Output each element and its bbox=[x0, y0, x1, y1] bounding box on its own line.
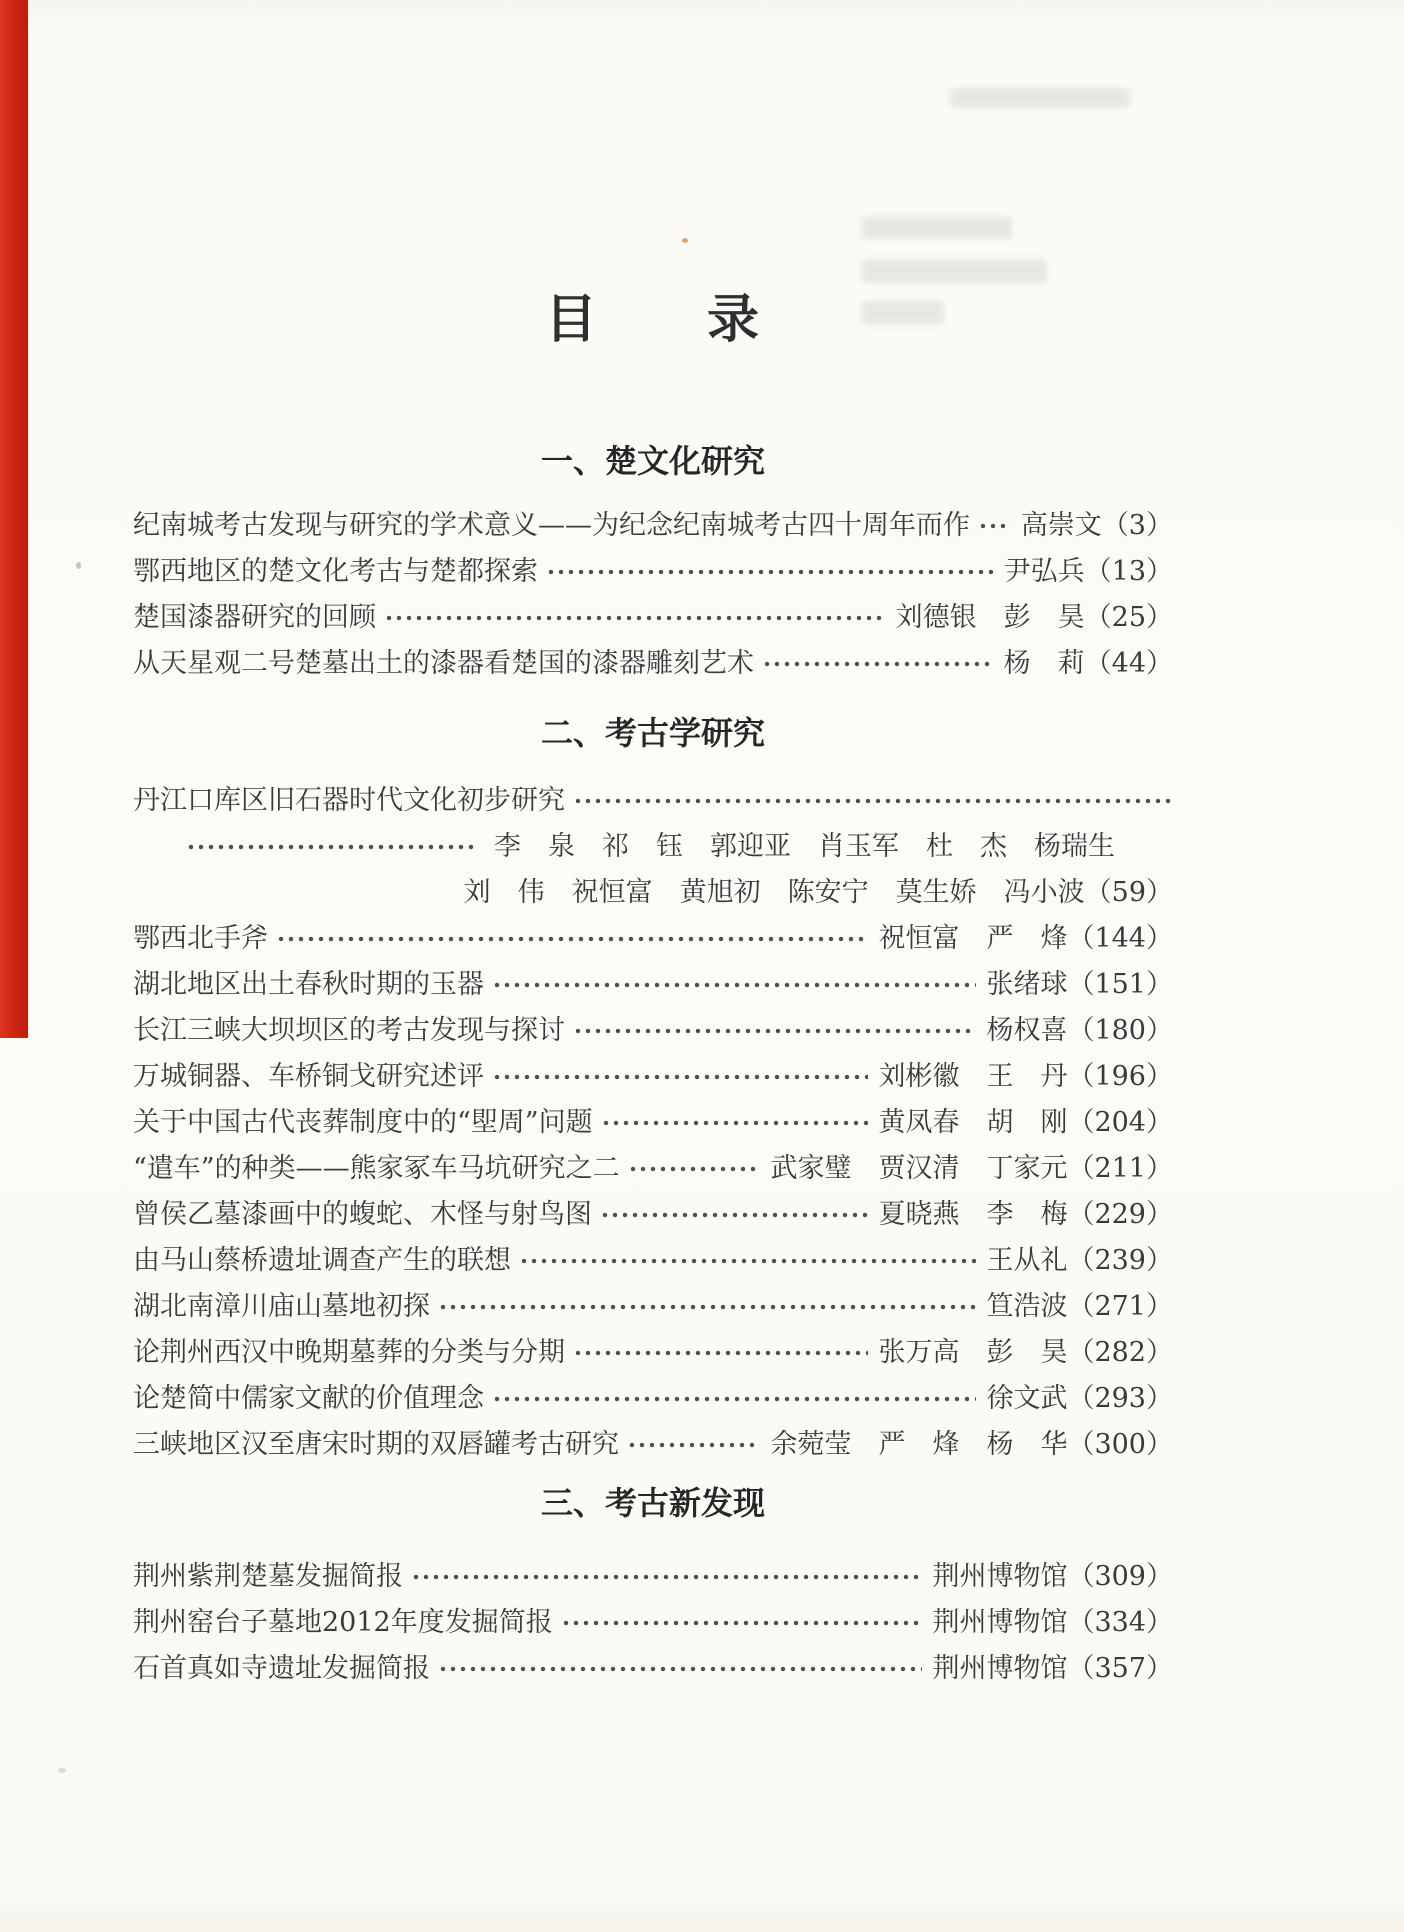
dot-leader bbox=[561, 1600, 923, 1646]
entry-authors: 余菀莹 严 烽 杨 华 bbox=[770, 1429, 1068, 1460]
toc-entry bbox=[133, 1600, 1173, 1646]
toc-entry bbox=[133, 595, 1173, 641]
toc-entry bbox=[133, 778, 1173, 824]
dot-leader bbox=[438, 1646, 922, 1692]
toc-entry bbox=[133, 1100, 1173, 1146]
entry-title: 论荆州西汉中晚期墓葬的分类与分期 bbox=[133, 1337, 565, 1368]
dot-leader bbox=[546, 549, 994, 595]
entry-title: 鄂西北手斧 bbox=[133, 923, 268, 954]
entry-page-number: （300） bbox=[1067, 1429, 1173, 1460]
entry-title: 纪南城考古发现与研究的学术意义——为纪念纪南城考古四十周年而作 bbox=[133, 510, 970, 541]
dot-leader bbox=[519, 1238, 976, 1284]
entry-page-number: （282） bbox=[1067, 1337, 1173, 1368]
toc-entry bbox=[133, 1646, 1173, 1692]
dot-leader bbox=[573, 1008, 976, 1054]
entry-page-number: （357） bbox=[1067, 1653, 1173, 1684]
entry-authors: 荆州博物馆 bbox=[932, 1653, 1068, 1684]
entry-page-number: （44） bbox=[1084, 648, 1173, 679]
dot-leader bbox=[492, 962, 976, 1008]
entry-page-number: （271） bbox=[1067, 1291, 1173, 1322]
section-heading-3: 三、考古新发现 bbox=[540, 1484, 765, 1522]
dot-leader bbox=[601, 1100, 869, 1146]
entry-authors: 尹弘兵 bbox=[1003, 556, 1085, 587]
entry-title: 万城铜器、车桥铜戈研究述评 bbox=[133, 1061, 484, 1092]
toc-entry bbox=[133, 1238, 1173, 1284]
entry-title: 荆州窑台子墓地2012年度发掘简报 bbox=[133, 1607, 553, 1638]
entry-authors: 刘 伟 祝恒富 黄旭初 陈安宁 莫生娇 冯小波（59） bbox=[463, 877, 1173, 908]
entry-page-number: （293） bbox=[1067, 1383, 1173, 1414]
dot-leader bbox=[186, 824, 478, 870]
dot-leader bbox=[627, 1422, 760, 1468]
entry-page-number: （25） bbox=[1084, 602, 1173, 633]
dot-leader bbox=[573, 778, 1173, 824]
dot-leader bbox=[438, 1284, 976, 1330]
toc-entry bbox=[133, 1192, 1173, 1238]
entry-title: 湖北南漳川庙山墓地初探 bbox=[133, 1291, 430, 1322]
entry-title: 由马山蔡桥遗址调查产生的联想 bbox=[133, 1245, 511, 1276]
entry-page-number: （151） bbox=[1067, 969, 1173, 1000]
scan-speck bbox=[58, 1768, 66, 1773]
entry-authors: 高崇文 bbox=[1020, 510, 1102, 541]
toc-section-2 bbox=[133, 778, 1173, 1468]
entry-authors: 李 泉 祁 钰 郭迎亚 肖玉军 杜 杰 杨瑞生 bbox=[494, 831, 1115, 862]
entry-authors: 杨 莉 bbox=[1003, 648, 1085, 679]
entry-title: 关于中国古代丧葬制度中的“堲周”问题 bbox=[133, 1107, 593, 1138]
toc-entry bbox=[133, 1376, 1173, 1422]
toc-entry bbox=[133, 1146, 1173, 1192]
toc-section-1 bbox=[133, 503, 1173, 687]
entry-page-number: （334） bbox=[1067, 1607, 1173, 1638]
toc-entry bbox=[133, 1284, 1173, 1330]
dot-leader bbox=[628, 1146, 761, 1192]
entry-authors: 徐文武 bbox=[986, 1383, 1068, 1414]
entry-authors: 王从礼 bbox=[986, 1245, 1068, 1276]
entry-page-number: （229） bbox=[1067, 1199, 1173, 1230]
section-heading-2: 二、考古学研究 bbox=[540, 714, 765, 752]
entry-authors: 笪浩波 bbox=[986, 1291, 1068, 1322]
entry-title: 论楚简中儒家文献的价值理念 bbox=[133, 1383, 484, 1414]
entry-page-number: （13） bbox=[1084, 556, 1173, 587]
entry-page-number: （204） bbox=[1067, 1107, 1173, 1138]
toc-content bbox=[133, 0, 1173, 1692]
entry-title: “遣车”的种类——熊家冢车马坑研究之二 bbox=[133, 1153, 620, 1184]
toc-entry bbox=[133, 962, 1173, 1008]
entry-authors: 黄凤春 胡 刚 bbox=[878, 1107, 1068, 1138]
toc-entry bbox=[133, 1554, 1173, 1600]
section-heading-1: 一、楚文化研究 bbox=[540, 442, 765, 480]
toc-entry bbox=[133, 1422, 1173, 1468]
scan-red-edge-stripe bbox=[0, 0, 28, 1038]
entry-title: 荆州紫荆楚墓发掘简报 bbox=[133, 1561, 403, 1592]
entry-page-number: （211） bbox=[1067, 1153, 1173, 1184]
page-title: 目 录 bbox=[544, 289, 761, 350]
dot-leader bbox=[978, 503, 1011, 549]
entry-title: 楚国漆器研究的回顾 bbox=[133, 602, 376, 633]
toc-section-3 bbox=[133, 1554, 1173, 1692]
entry-title: 丹江口库区旧石器时代文化初步研究 bbox=[133, 785, 565, 816]
entry-authors: 荆州博物馆 bbox=[932, 1607, 1068, 1638]
entry-authors: 祝恒富 严 烽 bbox=[878, 923, 1068, 954]
entry-page-number: （180） bbox=[1067, 1015, 1173, 1046]
dot-leader bbox=[492, 1054, 868, 1100]
entry-authors: 张万高 彭 昊 bbox=[878, 1337, 1068, 1368]
entry-title: 湖北地区出土春秋时期的玉器 bbox=[133, 969, 484, 1000]
toc-entry bbox=[133, 1054, 1173, 1100]
toc-entry bbox=[133, 916, 1173, 962]
dot-leader bbox=[492, 1376, 976, 1422]
entry-page-number: （144） bbox=[1067, 923, 1173, 954]
entry-authors: 夏晓燕 李 梅 bbox=[878, 1199, 1068, 1230]
entry-title: 曾侯乙墓漆画中的蝮蛇、木怪与射鸟图 bbox=[133, 1199, 592, 1230]
entry-authors: 刘德银 彭 昊 bbox=[895, 602, 1085, 633]
entry-title: 三峡地区汉至唐宋时期的双唇罐考古研究 bbox=[133, 1429, 619, 1460]
entry-page-number: （239） bbox=[1067, 1245, 1173, 1276]
entry-authors: 杨权喜 bbox=[986, 1015, 1068, 1046]
entry-authors: 张绪球 bbox=[986, 969, 1068, 1000]
dot-leader bbox=[384, 595, 886, 641]
toc-entry bbox=[133, 549, 1173, 595]
entry-title: 从天星观二号楚墓出土的漆器看楚国的漆器雕刻艺术 bbox=[133, 648, 754, 679]
entry-authors: 荆州博物馆 bbox=[932, 1561, 1068, 1592]
entry-page-number: （3） bbox=[1101, 510, 1173, 541]
toc-entry-authors-continuation bbox=[133, 870, 1173, 916]
entry-authors: 武家璧 贾汉清 丁家元 bbox=[770, 1153, 1068, 1184]
toc-entry-authors-continuation bbox=[133, 824, 1173, 870]
toc-entry bbox=[133, 503, 1173, 549]
dot-leader bbox=[411, 1554, 922, 1600]
entry-page-number: （196） bbox=[1067, 1061, 1173, 1092]
entry-title: 长江三峡大坝坝区的考古发现与探讨 bbox=[133, 1015, 565, 1046]
dot-leader bbox=[600, 1192, 868, 1238]
scan-speck bbox=[76, 562, 81, 569]
toc-entry bbox=[133, 641, 1173, 687]
dot-leader bbox=[276, 916, 868, 962]
entry-title: 鄂西地区的楚文化考古与楚都探索 bbox=[133, 556, 538, 587]
toc-entry bbox=[133, 1008, 1173, 1054]
entry-title: 石首真如寺遗址发掘简报 bbox=[133, 1653, 430, 1684]
toc-entry bbox=[133, 1330, 1173, 1376]
dot-leader bbox=[762, 641, 994, 687]
dot-leader bbox=[573, 1330, 868, 1376]
entry-page-number: （309） bbox=[1067, 1561, 1173, 1592]
entry-authors: 刘彬徽 王 丹 bbox=[878, 1061, 1068, 1092]
